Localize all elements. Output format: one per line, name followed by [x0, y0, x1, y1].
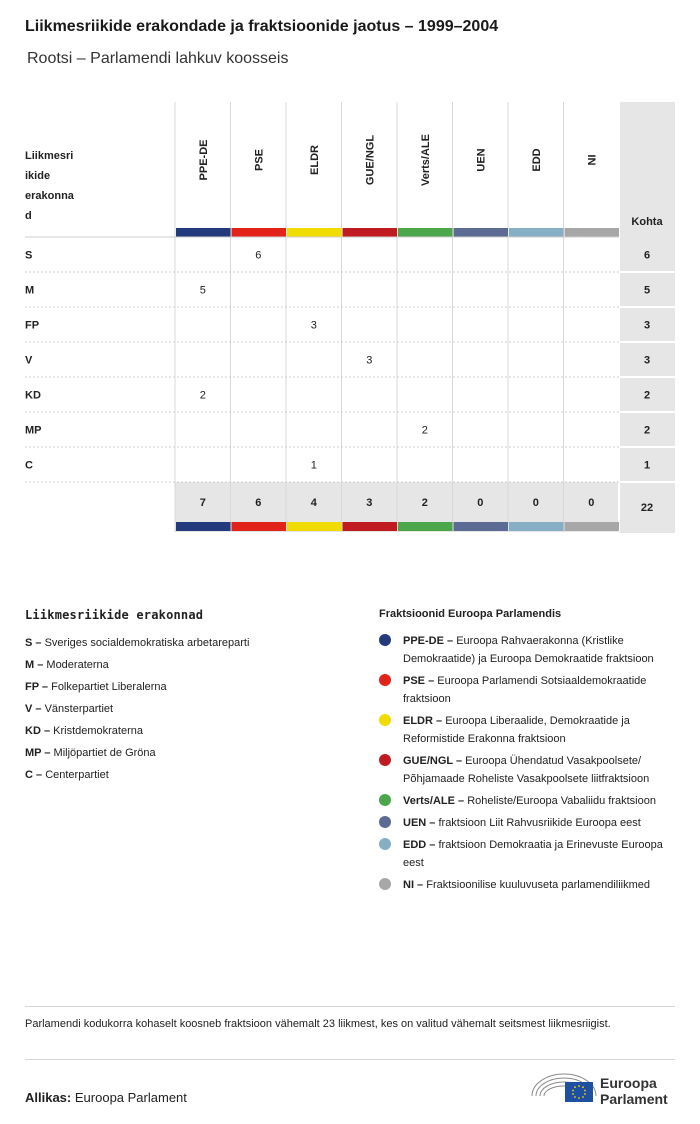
divider — [25, 1006, 675, 1007]
column-color-stripe — [287, 228, 342, 237]
group-abbr: UEN – — [403, 817, 439, 829]
group-name: Euroopa Liberaalide, Demokraatide ja Reformistide Erakonna fraktsioon — [403, 715, 630, 745]
group-color-dot — [379, 634, 391, 646]
column-total-value: 0 — [477, 497, 484, 509]
group-abbr: PPE-DE – — [403, 635, 457, 647]
chart-subtitle: Rootsi – Parlamendi lahkuv koosseis — [27, 50, 289, 67]
source-value: Euroopa Parlament — [74, 1090, 187, 1105]
group-legend-item — [379, 876, 679, 894]
group-name: Roheliste/Euroopa Vabaliidu fraktsioon — [467, 795, 656, 807]
column-color-stripe-bottom — [565, 522, 620, 531]
table-cell-value: 2 — [199, 389, 206, 402]
group-legend-item — [379, 814, 679, 832]
party-legend-item — [25, 632, 355, 654]
row-party-label: KD — [25, 389, 41, 402]
party-name: Sveriges socialdemokratiska arbetareparti — [44, 637, 250, 649]
group-color-dot — [379, 838, 391, 850]
logo-text — [600, 1075, 668, 1107]
row-header-label: ikide — [25, 170, 51, 182]
row-total-value: 3 — [643, 354, 651, 367]
group-name: fraktsioon Liit Rahvusriikide Euroopa eest — [438, 817, 641, 829]
party-name: Centerpartiet — [45, 769, 109, 781]
table-cell-value: 1 — [310, 459, 317, 472]
row-header-label: Liikmesri — [25, 150, 74, 162]
row-party-label: C — [25, 459, 33, 472]
column-color-stripe-bottom — [398, 522, 453, 531]
group-color-dot — [379, 754, 391, 766]
column-color-stripe — [176, 228, 231, 237]
row-total-value: 2 — [643, 424, 651, 437]
table-cell-value: 2 — [421, 424, 428, 437]
column-color-stripe — [565, 228, 620, 237]
column-header-label: GUE/NGL — [364, 134, 377, 186]
column-total-value: 0 — [532, 497, 539, 509]
group-legend-item — [379, 792, 679, 810]
party-abbr: V – — [25, 703, 45, 715]
party-legend-item — [25, 720, 355, 742]
grand-total-value: 22 — [640, 502, 654, 514]
row-total-value: 6 — [643, 249, 651, 262]
column-color-stripe-bottom — [287, 522, 342, 531]
distribution-table — [0, 0, 700, 560]
column-total-value: 4 — [310, 497, 317, 509]
row-header-label: d — [25, 210, 32, 222]
parties-legend — [25, 632, 355, 786]
source-line — [25, 1090, 187, 1105]
row-total-value: 5 — [643, 284, 651, 297]
total-column-header: Kohta — [631, 216, 663, 228]
party-name: Vänsterpartiet — [44, 703, 114, 715]
column-color-stripe-bottom — [176, 522, 231, 531]
group-color-dot — [379, 714, 391, 726]
party-legend-item — [25, 676, 355, 698]
party-name: Miljöpartiet de Gröna — [53, 747, 156, 759]
column-header-label: UEN — [475, 148, 488, 172]
column-color-stripe — [343, 228, 398, 237]
party-name: Kristdemokraterna — [53, 725, 143, 737]
column-total-value: 0 — [588, 497, 595, 509]
group-legend-item — [379, 672, 679, 708]
groups-legend — [379, 632, 679, 898]
group-name: Fraktsioonilise kuuluvuseta parlamendiliikmed — [426, 879, 651, 891]
table-cell-value: 3 — [366, 354, 373, 367]
party-abbr: S – — [25, 637, 45, 649]
row-party-label: S — [25, 249, 33, 262]
footnote: Parlamendi kodukorra kohaselt koosneb fraktsioon vähemalt 23 liikmest, kes on valitud vähemalt seitsmest liikmesriigist. — [25, 1018, 611, 1030]
group-color-dot — [379, 674, 391, 686]
party-abbr: FP – — [25, 681, 52, 693]
groups-legend-title: Fraktsioonid Euroopa Parlamendis — [379, 608, 562, 620]
group-color-dot — [379, 816, 391, 828]
group-name: Euroopa Rahvaerakonna (Kristlike Demokraatide) ja Euroopa Demokraatide fraktsioon — [403, 635, 654, 665]
group-name: Euroopa Parlamendi Sotsiaaldemokraatide fraktsioon — [403, 675, 647, 705]
column-color-stripe-bottom — [454, 522, 509, 531]
group-abbr: PSE – — [403, 675, 438, 687]
group-color-dot — [379, 878, 391, 890]
row-total-value: 3 — [643, 319, 651, 332]
party-abbr: C – — [25, 769, 46, 781]
column-color-stripe — [509, 228, 564, 237]
row-party-label: M — [25, 284, 35, 297]
party-legend-item — [25, 698, 355, 720]
source-label: Allikas: — [25, 1090, 72, 1105]
group-abbr: NI – — [403, 879, 427, 891]
table-cell-value: 5 — [199, 284, 206, 297]
column-color-stripe — [232, 228, 287, 237]
group-color-dot — [379, 794, 391, 806]
column-color-stripe — [398, 228, 453, 237]
column-total-value: 3 — [366, 497, 373, 509]
column-total-value: 6 — [255, 497, 262, 509]
party-abbr: KD – — [25, 725, 54, 737]
column-header-label: ELDR — [308, 145, 321, 175]
table-cell-value: 3 — [310, 319, 317, 332]
party-name: Moderaterna — [46, 659, 109, 671]
group-legend-item — [379, 752, 679, 788]
logo-line2: Parlament — [600, 1091, 668, 1107]
column-header-label: PSE — [253, 148, 266, 172]
party-legend-item — [25, 742, 355, 764]
logo-line1: Euroopa — [600, 1075, 657, 1091]
column-color-stripe-bottom — [343, 522, 398, 531]
column-header-label: EDD — [530, 148, 543, 172]
row-total-value: 2 — [643, 389, 651, 402]
group-abbr: GUE/NGL – — [403, 755, 466, 767]
party-legend-item — [25, 764, 355, 786]
row-party-label: FP — [25, 319, 40, 332]
column-header-label: Verts/ALE — [419, 134, 432, 186]
chart-title: Liikmesriikide erakondade ja fraktsioonide jaotus – 1999–2004 — [25, 18, 499, 35]
row-header-label: erakonna — [25, 190, 74, 202]
row-total-value: 1 — [643, 459, 651, 472]
column-color-stripe-bottom — [509, 522, 564, 531]
column-header-label: NI — [586, 154, 599, 166]
row-party-label: MP — [25, 424, 42, 437]
party-abbr: M – — [25, 659, 47, 671]
party-legend-item — [25, 654, 355, 676]
group-abbr: ELDR – — [403, 715, 446, 727]
group-name: Euroopa Ühendatud Vasakpoolsete/ Põhjamaade Roheliste Vasakpoolsete liitfraktsioon — [403, 755, 650, 785]
row-party-label: V — [25, 354, 33, 367]
column-color-stripe-bottom — [232, 522, 287, 531]
party-abbr: MP – — [25, 747, 54, 759]
column-total-value: 2 — [421, 497, 428, 509]
divider — [25, 1059, 675, 1060]
table-cell-value: 6 — [255, 249, 262, 262]
column-color-stripe — [454, 228, 509, 237]
group-abbr: Verts/ALE – — [403, 795, 468, 807]
group-legend-item — [379, 712, 679, 748]
parties-legend-title: Liikmesriikide erakonnad — [25, 608, 204, 622]
group-legend-item — [379, 836, 679, 872]
column-header-label: PPE-DE — [197, 139, 210, 181]
party-name: Folkepartiet Liberalerna — [51, 681, 167, 693]
group-abbr: EDD – — [403, 839, 439, 851]
group-legend-item — [379, 632, 679, 668]
group-name: fraktsioon Demokraatia ja Erinevuste Euroopa eest — [403, 839, 663, 869]
column-total-value: 7 — [199, 497, 206, 509]
